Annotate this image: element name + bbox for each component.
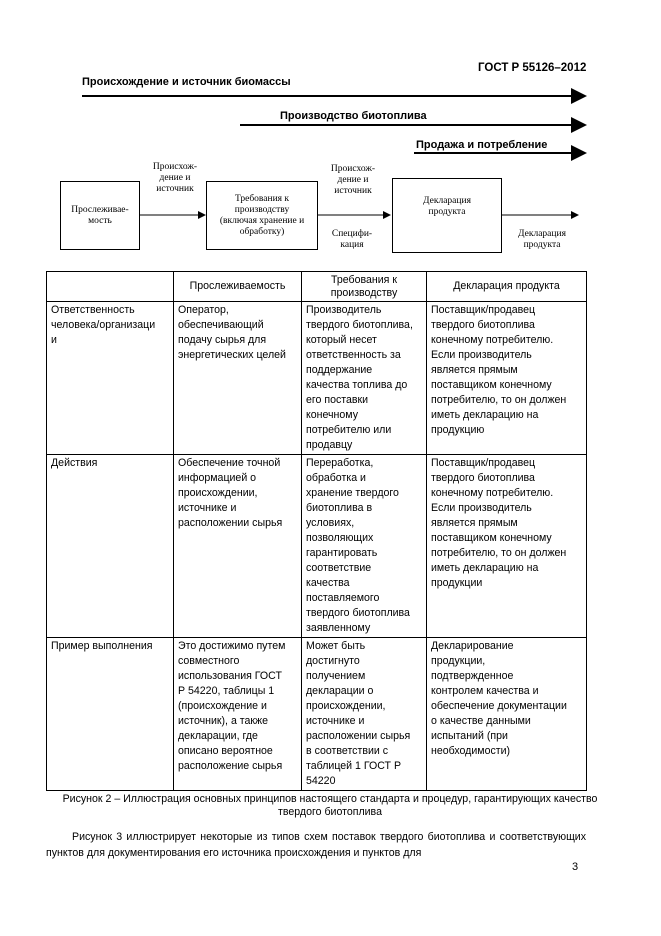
box-declaration: Декларация продукта <box>392 178 502 253</box>
table-header-cell: Декларация продукта <box>427 272 587 302</box>
row-label: Действия <box>47 455 174 638</box>
table-row <box>47 638 587 791</box>
stage-production: Производство биотоплива <box>280 110 427 122</box>
table-header-cell: Прослеживаемость <box>174 272 302 302</box>
table-cell: Переработка, обработка и хранение твердого биотоплива в условиях, позволяющих гарантировать соответствие качества поставляемого твердого биотоплива заявленному <box>302 455 427 638</box>
table-cell: Поставщик/продавец твердого биотоплива конечному потребителю. Если производитель является прямым поставщиком конечному потребителю, то он должен иметь декларацию на продукцию <box>427 302 587 455</box>
paragraph-text: Рисунок 3 иллюстрирует некоторые из типов схем поставок твердого биотоплива и соответствующих пунктов для документирования его источника происхождения и пунктов для <box>46 831 586 859</box>
label-specification: Специфи- кация <box>331 229 373 250</box>
row-label: Ответственность человека/организаци и <box>47 302 174 455</box>
box-requirements: Требования к производству (включая хранение и обработку) <box>206 181 318 250</box>
table-row <box>47 455 587 638</box>
principles-table <box>46 271 587 791</box>
table-cell: Декларирование продукции, подтвержденное контролем качества и обеспечение документации о качестве данными испытаний (при необходимости) <box>427 638 587 791</box>
table-cell: Поставщик/продавец твердого биотоплива конечному потребителю. Если производитель является прямым поставщиком конечному потребителю, то он должен иметь декларацию на продукции <box>427 455 587 638</box>
page-number: 3 <box>572 861 579 873</box>
table-cell: Производитель твердого биотоплива, который несет ответственность за поддержание качества топлива до его поставки конечному потребителю или продавцу <box>302 302 427 455</box>
label-declaration: Декларация продукта <box>518 229 566 250</box>
row-label: Пример выполнения <box>47 638 174 791</box>
table-cell: Может быть достигнуто получением декларации о происхождении, источнике и расположении сырья в соответствии с таблицей 1 ГОСТ Р 54220 <box>302 638 427 791</box>
table-header-row <box>47 272 587 302</box>
stage-origin: Происхождение и источник биомассы <box>82 76 291 88</box>
box-traceability: Прослеживае- мость <box>60 181 140 250</box>
table-header-cell: Требования к производству <box>302 272 427 302</box>
stage-sale: Продажа и потребление <box>416 139 548 151</box>
label-origin-1: Происхож- дение и источник <box>152 162 198 194</box>
table-cell: Обеспечение точной информацией о происхождении, источнике и расположении сырья <box>174 455 302 638</box>
figure-caption: Рисунок 2 – Иллюстрация основных принципов настоящего стандарта и процедур, гарантирующих качество твердого биотоплива <box>62 793 598 818</box>
table-row <box>47 302 587 455</box>
table-cell: Оператор, обеспечивающий подачу сырья для энергетических целей <box>174 302 302 455</box>
standard-number: ГОСТ Р 55126–2012 <box>478 62 587 74</box>
table-cell: Это достижимо путем совместного использования ГОСТ Р 54220, таблицы 1 (происхождение и источник), а также декларации, где описано вероятное расположение сырья <box>174 638 302 791</box>
table-header-cell <box>47 272 174 302</box>
body-paragraph <box>46 829 586 861</box>
label-origin-2: Происхож- дение и источник <box>330 164 376 196</box>
